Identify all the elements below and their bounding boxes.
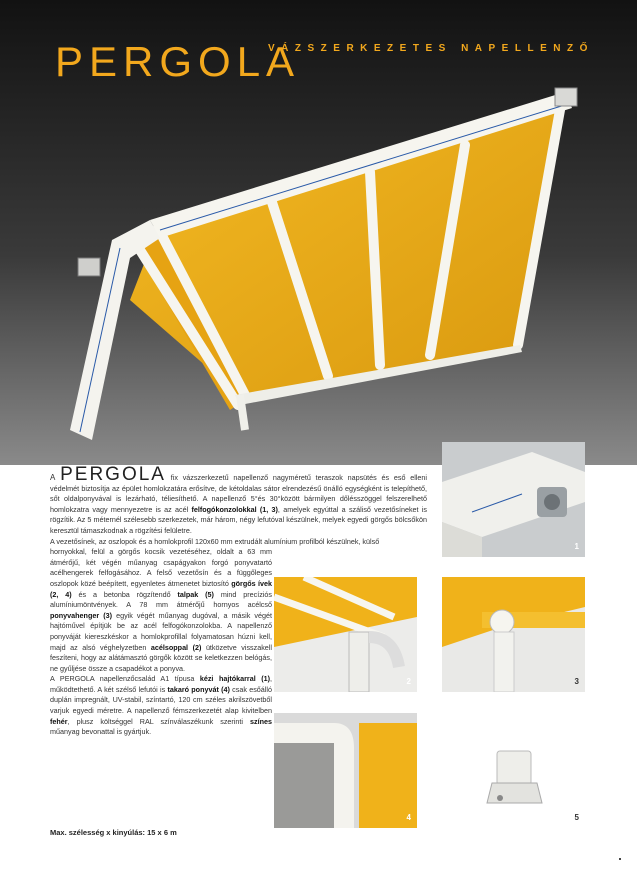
paragraph-details <box>50 547 272 674</box>
types-bold-4: színes <box>250 716 272 726</box>
photo-number: 4 <box>406 813 411 822</box>
types-text-4: , plusz költséggel RAL színválaszékunk szerinti <box>67 716 243 726</box>
intro-bold: felfogókonzolokkal (1, 3) <box>191 504 278 514</box>
photo-number: 1 <box>574 542 579 551</box>
details-bold-2: talpak (5) <box>177 589 214 599</box>
details-text-1: hornyokkal, felül a görgős kocsik vezetéséhez, oldalt a 63 mm átmérőjű, két végén műanyag csapágyakon forgó ponyvatartó acélhengerek felfogásához. A felső vezetősín és a függőleges oszlopok közé beépített, egyenletes átmenetet biztosító <box>50 547 272 588</box>
details-text-3: mind precíziós alumíniumöntvények. A 78 mm átmérőjű hornyos acélcső <box>50 589 273 610</box>
photo-roller-end <box>442 577 585 692</box>
lead-brand: PERGOLA <box>60 464 166 485</box>
photo-base-foot <box>442 713 585 828</box>
types-text-1: A PERGOLA napellenzőcsalád A1 típusa <box>50 674 195 684</box>
types-text-2: , működtethető. A két szélső lefutói is <box>50 674 272 694</box>
intro-end: , amelyek egyúttal a száliső vezetősíneket is rögzítik. Az 5 méternél szélesebb szerkezetek, már három, négy lefutóval készülnek, melyek egyedi görgős bölcsőkön keresztül támaszkodnak a rögzítési felületre. <box>50 504 427 535</box>
paragraph-profile <box>50 537 427 548</box>
types-bold-1: kézi hajtókarral (1) <box>199 674 270 684</box>
details-bold-1: görgős ívek (2, 4) <box>50 578 272 599</box>
photo-side-awning <box>274 713 417 828</box>
photo-number: 5 <box>574 813 579 822</box>
photo-bracket-crank <box>442 442 585 557</box>
page-title: PERGOLA <box>55 38 301 85</box>
details-bold-3: ponyvahenger (3) <box>50 610 112 620</box>
paragraph-intro <box>50 464 427 537</box>
profile-text: A vezetősínek, az oszlopok és a homlokprofil 120x60 mm extrudált alumínium profilból készülnek, külső <box>50 536 380 546</box>
lead-letter: A <box>50 473 56 482</box>
details-text-5: ütközetve visszakell feszíteni, hogy az alátámasztó görgők között se keletkezzen belógás, ne gyűljése össze a csapadékot a ponyva. <box>50 642 273 673</box>
types-text-5: műanyag bevonattal is gyártjuk. <box>50 727 152 737</box>
types-text-3: csak esőálló duplán impregnált, UV-stabil, színtartó, 120 cm széles akrilszövetből varjuk egyedi méretre. A napellenző fémszerkezetét alap kivitelben <box>50 684 272 716</box>
types-bold-2: takaró ponyvát (4) <box>167 684 230 694</box>
photo-number: 3 <box>574 677 579 686</box>
photo-roller-arc <box>274 577 417 692</box>
page-subtitle: VÁZSZERKEZETES NAPELLENZŐ <box>268 43 594 54</box>
photo-number: 2 <box>406 677 411 686</box>
details-text-2: és a betonba rögzítendő <box>78 589 171 599</box>
paragraph-types <box>50 674 272 738</box>
details-bold-4: acélsoppal (2) <box>150 642 202 652</box>
details-text-4: egyik végét műanyag dugóval, a másik végét hajtóművel építjük be az acél felfogókonzolokba. A napellenző ponyváját kiereszkéskor a homlokprofillal folyamatosan húzni kell, majd az alsó véghelyzetben <box>50 610 272 652</box>
page-marker <box>619 858 621 860</box>
intro-text: fix vázszerkezetű napellenző nagyméretű teraszok napsütés és eső elleni védelmét biztosítja az épület homlokzatára erősítve, de kétoldalas sátor elrendezésű önálló egységként is telepíthető, sőt oldalponyvával is lezárható, téliesíthető. A napellenző 5°és 30°között bármilyen dőlésszöggel felszerelhető homlokzatra vagy mennyezetre is az acél <box>50 473 427 514</box>
spec-line: Max. szélesség x kinyúlás: 15 x 6 m <box>50 828 177 837</box>
types-bold-3: fehér <box>50 716 68 726</box>
